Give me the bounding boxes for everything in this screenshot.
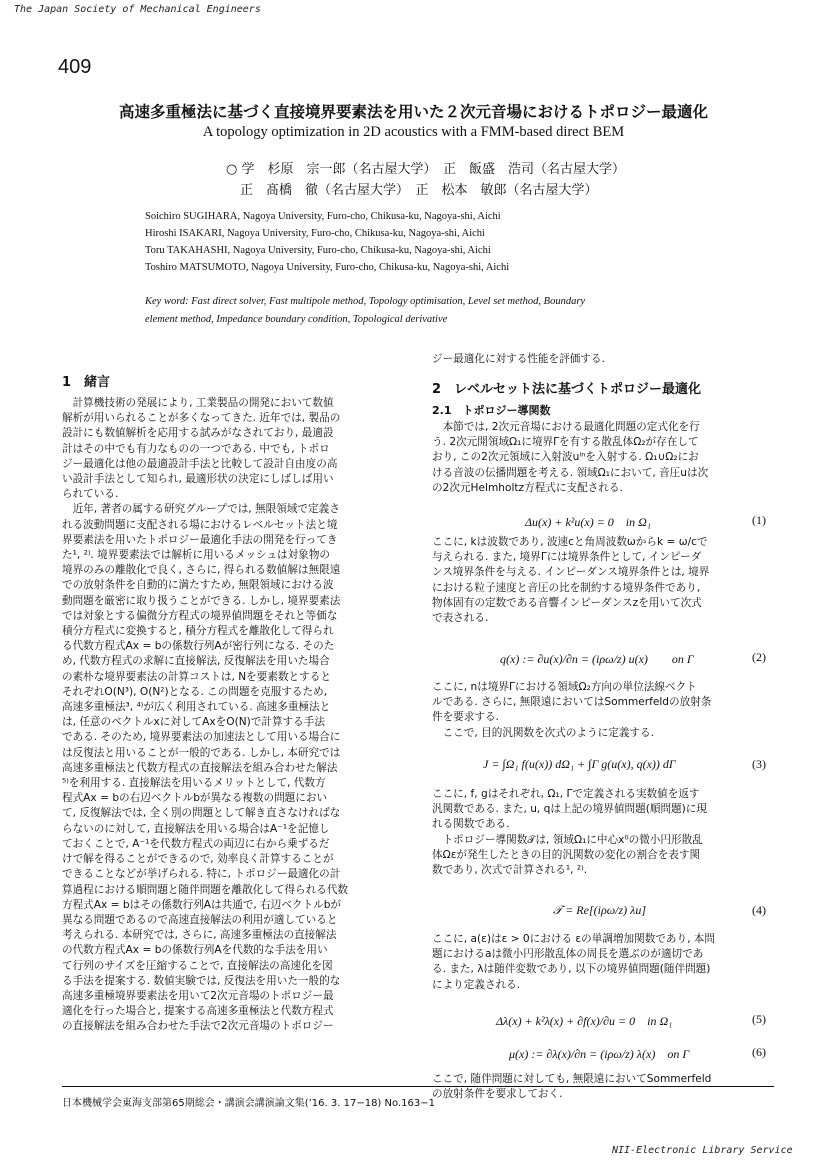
text-line: ここで, 目的汎関数を次式のように定義する. (432, 726, 654, 739)
left-line: 近年, 著者の属する研究グループでは, 無限領域で定義さ (62, 503, 340, 516)
equation-5: Δλ(x) + k²λ(x) + ∂f(x)/∂u = 0 in Ω₁ (496, 1014, 673, 1028)
text-line: 物体固有の定数である音響インピーダンスzを用いて次式 (432, 596, 702, 609)
text-line: ける音波の伝播問題を考える. 領域Ω₁において, 音圧uは次 (432, 466, 709, 479)
equation-4: 𝒯 = Re[(iρω/z) λu] (553, 903, 647, 917)
text-line: ここで, 随伴問題に対しても, 無限遠においてSommerfeld (432, 1073, 712, 1085)
proceedings-footer: 日本機械学会東海支部第65期総会・講演会講演論文集(’16. 3. 17−18) No.163−1 (62, 1098, 435, 1109)
left-line: 高速多重極法と代数方程式の直接解法を組み合わせた解法 (62, 761, 338, 774)
text-line: ここに, nは境界Γにおける領域Ω₂方向の単位法線ベクト (432, 681, 697, 693)
left-column-body (62, 396, 400, 1035)
left-line: 解析が用いられることが多くなってきた. 近年では, 製品の (62, 412, 341, 425)
text-line: で表される. (432, 612, 489, 625)
text-line: おり, この2次元領域に入射波uⁱⁿを入射する. Ω₁∪Ω₂にお (432, 451, 699, 464)
author-line-2: 正 髙橋 徹（名古屋大学） 正 松本 敏郎（名古屋大学） (240, 183, 598, 198)
keywords (145, 293, 705, 329)
equation-1-number: (1) (752, 513, 766, 527)
left-line: 程式Ax = bの右辺ベクトルbが異なる複数の問題におい (62, 792, 328, 805)
title-english: A topology optimization in 2D acoustics with a FMM-based direct BEM (202, 124, 625, 140)
left-line: 高速多重極境界要素法を用いて2次元音場のトポロジー最 (62, 989, 334, 1002)
left-line: 算過程における順問題と随伴問題を離散化して得られる代数 (62, 883, 349, 896)
left-line: ⁵⁾を利用する. 直接解法を用いるメリットとして, 代数方 (62, 777, 326, 790)
left-line: の素朴な境界要素法の計算コストは, Nを要素数とすると (62, 670, 331, 683)
left-line: は反復法と用いることが一般的である. しかし, 本研究では (62, 746, 341, 759)
text-line: ンス境界条件を与える. インピーダンス境界条件とは, 境界 (432, 566, 710, 579)
text-line: 題におけるaは微小円形散乱体の周長を選ぶのが適切であ (432, 948, 704, 961)
left-line: らないのに対して, 直接解法を用いる場合はA⁻¹を記憶し (62, 822, 330, 835)
left-line: 異なる問題であるので高速直接解法の利用が適していると (62, 913, 338, 926)
text-line: の放射条件を要求しておく. (432, 1088, 563, 1101)
text-line: トポロジー導関数𝒯は, 領域Ω₁に中心x⁰の微小円形散乱 (432, 833, 703, 846)
left-line: けで解を得ることができるので, 効率良く計算することが (62, 853, 334, 866)
text-line: ルである. さらに, 無限遠においてはSommerfeldの放射条 (432, 696, 712, 709)
left-line: 計算機技術の発展により, 工業製品の開発において数値 (62, 397, 334, 409)
left-line: での放射条件を自動的に満たすため, 無限領域における波 (62, 579, 334, 592)
left-line: られている. (62, 488, 119, 501)
equation-5-number: (5) (752, 1012, 766, 1026)
text-line: 数であり, 次式で計算される¹, ²⁾. (432, 864, 588, 877)
left-line: できることなどが挙げられる. 特に, トポロジー最適化の計 (62, 868, 341, 881)
text-line: ここに, kは波数であり, 波速cと角周波数ωからk = ω/cで (432, 536, 708, 548)
affiliation-2: Hiroshi ISAKARI, Nagoya University, Furo-cho, Chikusa-ku, Nagoya-shi, Aichi (145, 228, 485, 239)
text-line: により定義される. (432, 978, 521, 991)
left-line: である. そのため, 境界要素法の加速法として用いる場合に (62, 731, 341, 744)
left-line: 方程式Ax = bはその係数行列Aは共通で, 右辺ベクトルbが (62, 898, 342, 911)
left-line: ジー最適化は他の最適設計手法と比較して設計自由度の高 (62, 457, 338, 470)
keywords-line-1: Key word: Fast direct solver, Fast multipole method, Topology optimisation, Level set method, Boundary (145, 296, 586, 307)
equation-3: J = ∫Ω₁ f(u(x)) dΩ₁ + ∫Γ g(u(x), q(x)) dΓ (483, 757, 676, 771)
section-2-heading: 2 レベルセット法に基づくトポロジー最適化 (432, 382, 702, 397)
left-line: では対象とする偏微分方程式の境界値問題をそれと等価な (62, 609, 338, 622)
library-service-footer: NII-Electronic Library Service (612, 1145, 793, 1156)
society-header: The Japan Society of Mechanical Engineers (14, 4, 261, 15)
left-line: 計はその中でも有力なものの一つである. 中でも, トポロ (62, 442, 330, 455)
equation-3-number: (3) (752, 757, 766, 771)
left-line: 高速多重極法³, ⁴⁾が広く利用されている. 高速多重極法と (62, 701, 331, 714)
author-line-1: ○ 学 杉原 宗一郎（名古屋大学） 正 飯盛 浩司（名古屋大学） (226, 162, 625, 177)
equation-1: Δu(x) + k²u(x) = 0 in Ω₁ (525, 515, 651, 529)
equation-2-number: (2) (752, 650, 766, 664)
section-1-heading: 1 緒言 (62, 375, 111, 390)
page-number: 409 (58, 56, 92, 78)
left-line: て, 反復解法では, 全く別の問題として解き直さなければな (62, 807, 341, 820)
equation-6: μ(x) := ∂λ(x)/∂n = (iρω/z) λ(x) on Γ (509, 1047, 690, 1061)
affiliation-1: Soichiro SUGIHARA, Nagoya University, Furo-cho, Chikusa-ku, Nagoya-shi, Aichi (145, 211, 501, 222)
equation-2: q(x) := ∂u(x)/∂n = (iρω/z) u(x) on Γ (500, 652, 694, 666)
left-line: の代数方程式Ax = bの係数行列Aを代数的な手法を用い (62, 944, 328, 957)
left-line: 境界のみの離散化で良く, さらに, 得られる数値解は無限遠 (62, 564, 341, 577)
text-line: る. また, λは随伴変数であり, 以下の境界値問題(随伴問題) (432, 963, 711, 976)
left-line: 積分方程式に変換すると, 積分方程式を離散化して得られ (62, 625, 334, 638)
text-line: う. 2次元開領域Ω₁に境界Γを有する散乱体Ω₂が存在して (432, 436, 699, 449)
para-3 (432, 680, 772, 741)
text-line: 本節では, 2次元音場における最適化問題の定式化を行 (432, 421, 700, 433)
left-line: 界要素法を用いたトポロジー最適化手法の開発を行ってき (62, 533, 338, 546)
subsection-2-1-heading: 2.1 トポロジー導関数 (432, 404, 551, 417)
equation-6-number: (6) (752, 1045, 766, 1059)
text-line: ここに, f, gはそれぞれ, Ω₁, Γで定義される実数値を返す (432, 788, 700, 800)
left-line: れる波動問題に支配される場におけるレベルセット法と境 (62, 518, 338, 531)
text-line: れる関数である. (432, 818, 510, 831)
left-line: 設計にも数値解析を応用する試みがなされており, 最適設 (62, 427, 334, 440)
left-line: それぞれO(N³), O(N²)となる. この問題を克服するため, (62, 685, 328, 698)
title-japanese: 高速多重極法に基づく直接境界要素法を用いた２次元音場におけるトポロジー最適化 (118, 103, 708, 121)
keywords-line-2: element method, Impedance boundary condition, Topological derivative (145, 314, 448, 325)
left-line: 適化を行った場合と, 提案する高速多重極法と代数方程式 (62, 1005, 334, 1018)
affiliation-4: Toshiro MATSUMOTO, Nagoya University, Furo-cho, Chikusa-ku, Nagoya-shi, Aichi (145, 262, 510, 273)
right-column-intro: ジー最適化に対する性能を評価する. (432, 353, 605, 365)
para-5 (432, 932, 772, 993)
left-line: る手法を提案する. 数値実験では, 反復法を用いた一般的な (62, 974, 341, 987)
para-6 (432, 1072, 772, 1102)
text-line: における粒子速度と音圧の比を制約する境界条件であり, (432, 581, 701, 594)
para-1 (432, 420, 772, 496)
left-line: た¹, ²⁾. 境界要素法では解析に用いるメッシュは対象物の (62, 549, 331, 562)
left-line: の直接解法を組み合わせた手法で2次元音場のトポロジー (62, 1020, 334, 1033)
left-line: て行列のサイズを圧縮することで, 直接解法の高速化を図 (62, 959, 333, 972)
left-line: ておくことで, A⁻¹を代数方程式の両辺に右から乗ずるだ (62, 837, 330, 850)
text-line: 件を要求する. (432, 711, 499, 724)
para-2 (432, 535, 772, 626)
left-line: 動問題を厳密に取り扱うことができる. しかし, 境界要素法 (62, 594, 341, 607)
left-line: い設計手法として知られ, 最適形状の決定にしばしば用い (62, 473, 334, 486)
text-line: 体Ωεが発生したときの目的汎関数の変化の割合を表す関 (432, 848, 701, 861)
left-line: る代数方程式Ax = bの係数行列Aが密行列になる. そのた (62, 640, 335, 653)
text-line: ここに, a(ε)はε > 0における εの単調増加関数であり, 本問 (432, 933, 715, 945)
text-line: 与えられる. また, 境界Γには境界条件として, インピーダ (432, 551, 702, 564)
equation-4-number: (4) (752, 903, 766, 917)
left-line: め, 代数方程式の求解に直接解法, 反復解法を用いた場合 (62, 655, 330, 668)
left-line: は, 任意のベクトルxに対してAxをO(N)で計算する手法 (62, 716, 325, 729)
text-line: 汎関数である. また, u, qは上記の境界値問題(順問題)に現 (432, 803, 707, 816)
footer-rule (62, 1086, 774, 1087)
para-4 (432, 787, 772, 878)
left-line: 考えられる. 本研究では, さらに, 高速多重極法の直接解法 (62, 929, 337, 942)
affiliation-3: Toru TAKAHASHI, Nagoya University, Furo-cho, Chikusa-ku, Nagoya-shi, Aichi (145, 245, 491, 256)
text-line: の2次元Helmholtz方程式に支配される. (432, 481, 623, 494)
